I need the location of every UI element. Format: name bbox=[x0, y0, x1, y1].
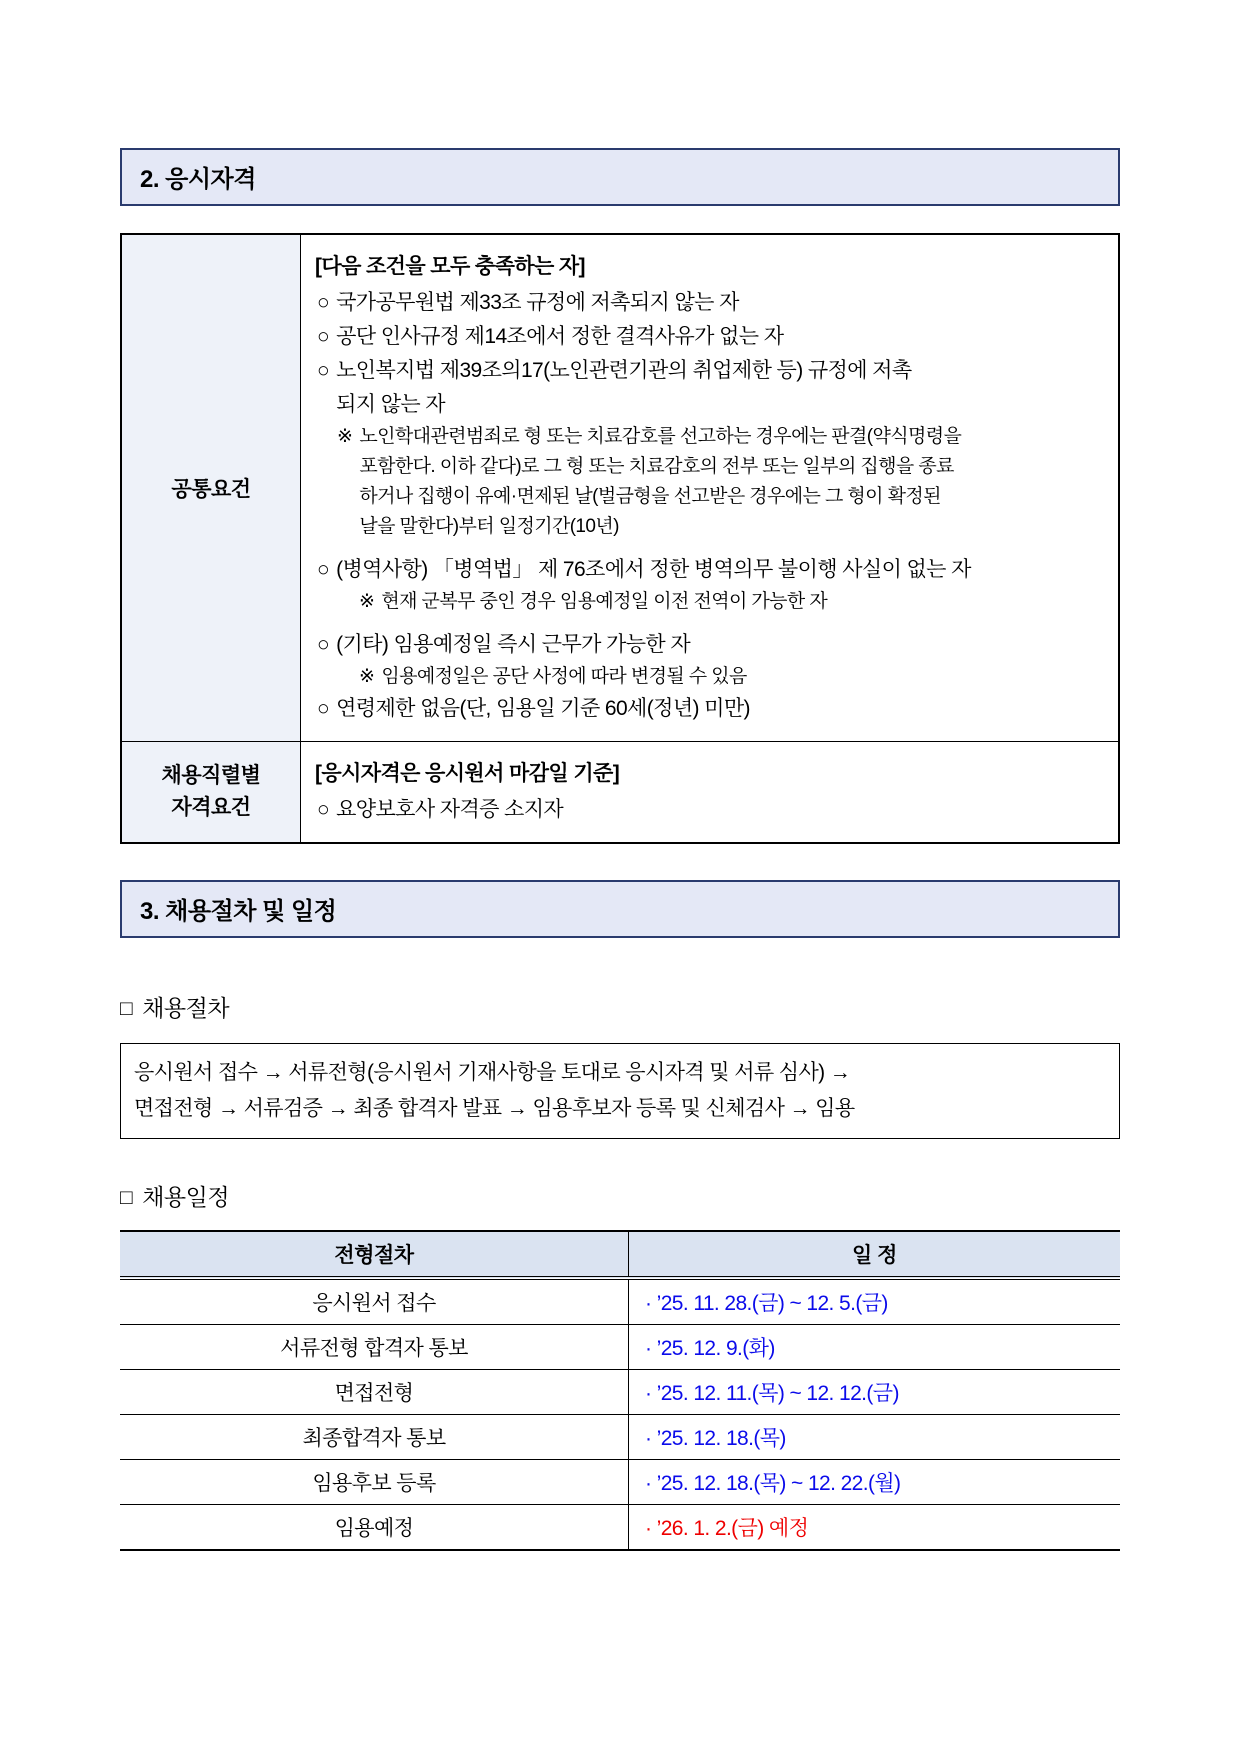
process-flow-line-1: 응시원서 접수 → 서류전형(응시원서 기재사항을 토대로 응시자격 및 서류 심사) → bbox=[134, 1061, 851, 1084]
series-requirements-heading: [응시자격은 응시원서 마감일 기준] bbox=[315, 762, 620, 785]
item-text: 임용예정일은 공단 사정에 따라 변경될 수 있음 bbox=[381, 666, 747, 687]
note-item bbox=[315, 422, 1104, 542]
schedule-row bbox=[120, 1278, 1120, 1325]
reference-mark-icon: ※ bbox=[337, 426, 353, 447]
series-label-line-1: 채용직렬별 bbox=[161, 764, 261, 787]
process-subheading bbox=[120, 990, 1120, 1023]
schedule-row bbox=[120, 1460, 1120, 1505]
requirement-item bbox=[315, 692, 1104, 726]
common-requirements-row bbox=[121, 234, 1119, 742]
common-requirements-heading: [다음 조건을 모두 충족하는 자] bbox=[315, 255, 585, 278]
qualification-table bbox=[120, 233, 1120, 844]
schedule-step: 응시원서 접수 bbox=[120, 1278, 629, 1325]
schedule-row bbox=[120, 1415, 1120, 1460]
circle-bullet-icon: ○ bbox=[317, 558, 330, 581]
series-requirements-row bbox=[121, 742, 1119, 844]
note-item bbox=[315, 662, 1104, 692]
schedule-date: · ’25. 11. 28.(금) ~ 12. 5.(금) bbox=[629, 1278, 1121, 1325]
circle-bullet-icon: ○ bbox=[317, 798, 330, 821]
process-flow-line-2: 면접전형 → 서류검증 → 최종 합격자 발표 → 임용후보자 등록 및 신체검사 → 임용 bbox=[134, 1097, 855, 1120]
requirement-item bbox=[315, 354, 1104, 422]
reference-mark-icon: ※ bbox=[359, 591, 375, 612]
item-text: (기타) 임용예정일 즉시 근무가 가능한 자 bbox=[336, 633, 691, 656]
item-text: 노인학대관련범죄로 형 또는 치료감호를 선고하는 경우에는 판결(약식명령을 포함한다. 이하 같다)로 그 형 또는 치료감호의 전부 또는 일부의 집행을 종료 하거나 집행이 유예·면제된 날(벌금형을 선고받은 경우에는 그 형이 확정된 날을 말한다)부터 일정기간(10년) bbox=[359, 426, 962, 537]
schedule-step: 서류전형 합격자 통보 bbox=[120, 1325, 629, 1370]
note-item bbox=[315, 587, 1104, 617]
schedule-date: · ’25. 12. 18.(목) ~ 12. 22.(월) bbox=[629, 1460, 1121, 1505]
schedule-date: · ’25. 12. 9.(화) bbox=[629, 1325, 1121, 1370]
section-3-title: 3. 채용절차 및 일정 bbox=[140, 898, 337, 925]
schedule-step: 임용예정 bbox=[120, 1505, 629, 1551]
schedule-step: 최종합격자 통보 bbox=[120, 1415, 629, 1460]
series-requirement-item bbox=[315, 793, 1104, 827]
section-2-title: 2. 응시자격 bbox=[140, 166, 256, 193]
common-requirements-label: 공통요건 bbox=[121, 234, 301, 742]
schedule-row bbox=[120, 1370, 1120, 1415]
requirement-item bbox=[315, 628, 1104, 662]
requirement-item bbox=[315, 320, 1104, 354]
circle-bullet-icon: ○ bbox=[317, 697, 330, 720]
item-text: 국가공무원법 제33조 규정에 저촉되지 않는 자 bbox=[336, 291, 739, 314]
document-content bbox=[120, 148, 1120, 1551]
section-2-header-bar bbox=[120, 148, 1120, 206]
item-text: 연령제한 없음(단, 임용일 기준 60세(정년) 미만) bbox=[336, 697, 750, 720]
series-requirements-label bbox=[121, 742, 301, 844]
item-text: (병역사항) 「병역법」 제 76조에서 정한 병역의무 불이행 사실이 없는 자 bbox=[336, 558, 971, 581]
requirement-item bbox=[315, 286, 1104, 320]
circle-bullet-icon: ○ bbox=[317, 291, 330, 314]
schedule-subheading bbox=[120, 1179, 1120, 1212]
series-requirements-cell bbox=[301, 742, 1120, 844]
schedule-table bbox=[120, 1230, 1120, 1551]
item-text: 공단 인사규정 제14조에서 정한 결격사유가 없는 자 bbox=[336, 325, 784, 348]
series-label-lines bbox=[126, 760, 296, 824]
schedule-date: · ’25. 12. 18.(목) bbox=[629, 1415, 1121, 1460]
schedule-col-step: 전형절차 bbox=[120, 1231, 629, 1278]
circle-bullet-icon: ○ bbox=[317, 359, 330, 382]
schedule-subheading-label: 채용일정 bbox=[142, 1185, 230, 1210]
process-subheading-label: 채용절차 bbox=[142, 996, 230, 1021]
item-text: 노인복지법 제39조의17(노인관련기관의 취업제한 등) 규정에 저촉 되지 않는 자 bbox=[336, 359, 912, 416]
series-label-line-2: 자격요건 bbox=[171, 796, 251, 819]
schedule-step: 임용후보 등록 bbox=[120, 1460, 629, 1505]
reference-mark-icon: ※ bbox=[359, 666, 375, 687]
square-bullet-icon: □ bbox=[120, 1185, 133, 1209]
circle-bullet-icon: ○ bbox=[317, 633, 330, 656]
common-requirements-items bbox=[315, 286, 1104, 726]
common-requirements-cell bbox=[301, 234, 1120, 742]
process-flow-box bbox=[120, 1043, 1120, 1139]
schedule-date: · ’26. 1. 2.(금) 예정 bbox=[629, 1505, 1121, 1551]
series-requirement-text: 요양보호사 자격증 소지자 bbox=[336, 798, 564, 821]
schedule-date: · ’25. 12. 11.(목) ~ 12. 12.(금) bbox=[629, 1370, 1121, 1415]
schedule-col-date: 일 정 bbox=[629, 1231, 1121, 1278]
square-bullet-icon: □ bbox=[120, 996, 133, 1020]
schedule-row bbox=[120, 1325, 1120, 1370]
schedule-header-row bbox=[120, 1231, 1120, 1278]
schedule-row bbox=[120, 1505, 1120, 1551]
section-3-header-bar bbox=[120, 880, 1120, 938]
schedule-step: 면접전형 bbox=[120, 1370, 629, 1415]
requirement-item bbox=[315, 553, 1104, 587]
item-text: 현재 군복무 중인 경우 임용예정일 이전 전역이 가능한 자 bbox=[381, 591, 828, 612]
circle-bullet-icon: ○ bbox=[317, 325, 330, 348]
